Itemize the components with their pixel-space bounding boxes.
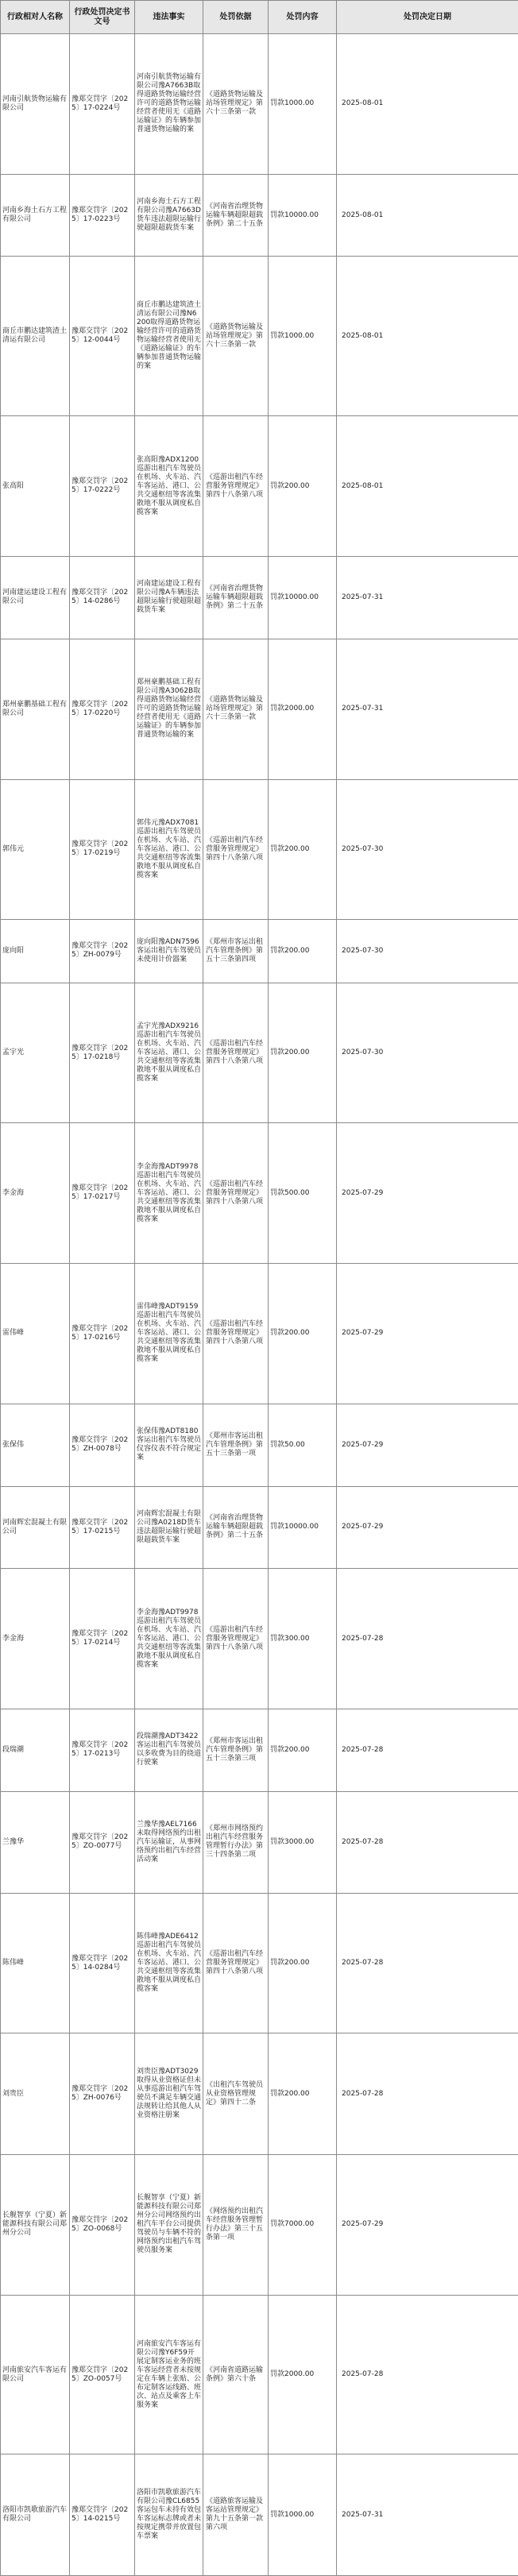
table-row <box>1 1404 518 1486</box>
cell-penalty: 罚款10000.00 <box>269 1486 337 1569</box>
cell-basis: 《河南省治理货物运输车辆超限超载条例》第二十五条 <box>203 174 269 257</box>
cell-date: 2025-07-29 <box>337 1486 518 1569</box>
cell-doc-no: 豫郑交罚字〔2025〕14-0284号 <box>70 1893 135 2033</box>
cell-fact: 段瑞潮豫ADT3422客运出租汽车驾驶员以多收费为目的绕道行驶案 <box>135 1709 203 1791</box>
table-row <box>1 2033 518 2154</box>
cell-name: 段瑞潮 <box>1 1709 70 1791</box>
cell-fact: 李金海豫ADT9978巡游出租汽车驾驶员在机场、火车站、汽车客运站、港口、公共交通枢纽等客流集散地不服从调度私自揽客案 <box>135 1123 203 1264</box>
cell-date: 2025-07-28 <box>337 2295 518 2454</box>
cell-penalty: 罚款500.00 <box>269 1123 337 1264</box>
cell-date: 2025-07-29 <box>337 2154 518 2295</box>
cell-basis: 《巡游出租汽车经营服务管理规定》第四十八条第八项 <box>203 1264 269 1404</box>
cell-penalty: 罚款3000.00 <box>269 1791 337 1893</box>
cell-date: 2025-07-30 <box>337 920 518 983</box>
cell-date: 2025-07-28 <box>337 1893 518 2033</box>
header-doc-no: 行政处罚决定书文号 <box>70 1 135 34</box>
cell-basis: 《巡游出租汽车经营服务管理规定》第四十八条第八项 <box>203 416 269 557</box>
cell-date: 2025-07-31 <box>337 557 518 639</box>
cell-doc-no: 豫郑交罚字〔2025〕17-0216号 <box>70 1264 135 1404</box>
cell-doc-no: 豫郑交罚字〔2025〕ZO-0057号 <box>70 2295 135 2454</box>
cell-basis: 《河南省道路运输条例》第六十条 <box>203 2295 269 2454</box>
cell-date: 2025-07-28 <box>337 1791 518 1893</box>
cell-date: 2025-08-01 <box>337 34 518 175</box>
cell-basis: 《道路货物运输及站场管理规定》第六十三条第一款 <box>203 257 269 416</box>
cell-penalty: 罚款1000.00 <box>269 34 337 175</box>
cell-name: 河南建运建设工程有限公司 <box>1 557 70 639</box>
cell-fact: 陈伟峰豫ADE6412巡游出租汽车驾驶员在机场、火车站、汽车客运站、港口、公共交通枢纽等客流集散地不服从调度私自揽客案 <box>135 1893 203 2033</box>
cell-basis: 《巡游出租汽车经营服务管理规定》第四十八条第八项 <box>203 1893 269 2033</box>
cell-basis: 《郑州市客运出租汽车管理条例》第五十三条第四项 <box>203 920 269 983</box>
cell-date: 2025-08-01 <box>337 257 518 416</box>
cell-name: 郭伟元 <box>1 779 70 920</box>
cell-doc-no: 豫郑交罚字〔2025〕17-0220号 <box>70 639 135 779</box>
cell-name: 庞向阳 <box>1 920 70 983</box>
cell-doc-no: 豫郑交罚字〔2025〕ZH-0078号 <box>70 1404 135 1486</box>
table-row <box>1 1569 518 1709</box>
cell-fact: 刘贵臣豫ADT3029取得从业资格证但未从事巡游出租汽车驾驶员不满足车辆交通法规转让给其他人从业资格注册案 <box>135 2033 203 2154</box>
cell-fact: 张保伟豫ADT8180客运出租汽车驾驶员仪容仪表不符合规定案 <box>135 1404 203 1486</box>
table-row <box>1 779 518 920</box>
cell-basis: 《道路货物运输及站场管理规定》第六十三条第一款 <box>203 34 269 175</box>
cell-name: 李金海 <box>1 1569 70 1709</box>
cell-penalty: 罚款50.00 <box>269 1404 337 1486</box>
cell-fact: 河南引航货物运输有限公司豫A7663B取得道路货物运输经营许可的道路货物运输经营者使用无《道路运输证》的车辆参加普通货物运输的案 <box>135 34 203 175</box>
cell-doc-no: 豫郑交罚字〔2025〕17-0213号 <box>70 1709 135 1791</box>
cell-penalty: 罚款200.00 <box>269 2033 337 2154</box>
table-row <box>1 174 518 257</box>
table-row <box>1 1264 518 1404</box>
cell-name: 孟宇光 <box>1 983 70 1123</box>
table-row <box>1 983 518 1123</box>
cell-name: 洛阳市凯歌旅游汽车有限公司 <box>1 2454 70 2576</box>
header-basis: 处罚依据 <box>203 1 269 34</box>
cell-doc-no: 豫郑交罚字〔2025〕14-0286号 <box>70 557 135 639</box>
cell-fact: 河南乡海土石方工程有限公司豫A7663D货车违法超限运输行驶超限超载货车案 <box>135 174 203 257</box>
cell-fact: 张高阳豫ADX1200巡游出租汽车驾驶员在机场、火车站、汽车客运站、港口、公共交通枢纽等客流集散地不服从调度私自揽客案 <box>135 416 203 557</box>
cell-name: 河南乡海土石方工程有限公司 <box>1 174 70 257</box>
cell-penalty: 罚款200.00 <box>269 920 337 983</box>
table-header-row <box>1 1 518 34</box>
cell-penalty: 罚款300.00 <box>269 1569 337 1709</box>
table-row <box>1 416 518 557</box>
cell-name: 刘贵臣 <box>1 2033 70 2154</box>
table-row <box>1 1486 518 1569</box>
cell-penalty: 罚款200.00 <box>269 416 337 557</box>
cell-basis: 《网络预约出租汽车经营服务管理暂行办法》第三十五条第一项 <box>203 2154 269 2295</box>
cell-fact: 李金海豫ADT9978巡游出租汽车驾驶员在机场、火车站、汽车客运站、港口、公共交通枢纽等客流集散地不服从调度私自揽客案 <box>135 1569 203 1709</box>
cell-basis: 《巡游出租汽车经营服务管理规定》第四十八条第八项 <box>203 1569 269 1709</box>
cell-penalty: 罚款200.00 <box>269 1893 337 2033</box>
cell-name: 张高阳 <box>1 416 70 557</box>
cell-basis: 《巡游出租汽车经营服务管理规定》第四十八条第八项 <box>203 983 269 1123</box>
cell-basis: 《河南省治理货物运输车辆超限超载条例》第二十五条 <box>203 557 269 639</box>
cell-basis: 《河南省治理货物运输车辆超限超载条例》第二十五条 <box>203 1486 269 1569</box>
cell-doc-no: 豫郑交罚字〔2025〕12-0044号 <box>70 257 135 416</box>
cell-fact: 孟宇光豫ADX9216巡游出租汽车驾驶员在机场、火车站、汽车客运站、港口、公共交通枢纽等客流集散地不服从调度私自揽客案 <box>135 983 203 1123</box>
cell-fact: 长舰智享（宁夏）新能源科技有限公司郑州分公司网络预约出租汽车平台公司提供驾驶员与车辆不符的网络预约出租汽车驾驶员服务案 <box>135 2154 203 2295</box>
cell-penalty: 罚款10000.00 <box>269 174 337 257</box>
cell-penalty: 罚款2000.00 <box>269 639 337 779</box>
cell-doc-no: 豫郑交罚字〔2025〕17-0223号 <box>70 174 135 257</box>
cell-doc-no: 豫郑交罚字〔2025〕ZO-0077号 <box>70 1791 135 1893</box>
table-row <box>1 2154 518 2295</box>
table-row <box>1 34 518 175</box>
cell-name: 长舰智享（宁夏）新能源科技有限公司郑州分公司 <box>1 2154 70 2295</box>
table-row <box>1 1893 518 2033</box>
cell-doc-no: 豫郑交罚字〔2025〕17-0214号 <box>70 1569 135 1709</box>
cell-basis: 《郑州市网络预约出租汽车经营服务管理暂行办法》第三十四条第二项 <box>203 1791 269 1893</box>
cell-fact: 雷伟峰豫ADT9159巡游出租汽车驾驶员在机场、火车站、汽车客运站、港口、公共交通枢纽等客流集散地不服从调度私自揽客案 <box>135 1264 203 1404</box>
cell-doc-no: 豫郑交罚字〔2025〕17-0218号 <box>70 983 135 1123</box>
cell-fact: 河南辉宏混凝土有限公司豫A0218D货车违法超限运输行驶超限超载货车案 <box>135 1486 203 1569</box>
cell-date: 2025-07-30 <box>337 779 518 920</box>
cell-doc-no: 豫郑交罚字〔2025〕ZH-0079号 <box>70 920 135 983</box>
cell-fact: 郭伟元豫ADX7081巡游出租汽车驾驶员在机场、火车站、汽车客运站、港口、公共交通枢纽等客流集散地不服从调度私自揽客案 <box>135 779 203 920</box>
cell-fact: 郑州豪鹏基础工程有限公司豫A3062B取得道路货物运输经营许可的道路货物运输经营者使用无《道路运输证》的车辆参加普通货物运输的案 <box>135 639 203 779</box>
cell-date: 2025-07-30 <box>337 983 518 1123</box>
cell-penalty: 罚款7000.00 <box>269 2154 337 2295</box>
cell-name: 陈伟峰 <box>1 1893 70 2033</box>
cell-fact: 河南旅安汽车客运有限公司豫Y6F59开展定制客运业务的班车客运经营者未按规定在车辆上张贴、公布定制客运线路、班次、站点及乘客上车服务案 <box>135 2295 203 2454</box>
cell-penalty: 罚款200.00 <box>269 983 337 1123</box>
cell-fact: 洛阳市凯歌旅游汽车有限公司豫CL6855客运包车未持有效包车客运标志牌或者未按规定携带并放置包车票案 <box>135 2454 203 2576</box>
cell-date: 2025-08-01 <box>337 416 518 557</box>
cell-basis: 《道路旅客运输及客运站管理规定》第九十五条第一款第六项 <box>203 2454 269 2576</box>
cell-doc-no: 豫郑交罚字〔2025〕ZO-0068号 <box>70 2154 135 2295</box>
cell-name: 河南辉宏混凝土有限公司 <box>1 1486 70 1569</box>
cell-basis: 《巡游出租汽车经营服务管理规定》第四十八条第八项 <box>203 779 269 920</box>
cell-doc-no: 豫郑交罚字〔2025〕17-0217号 <box>70 1123 135 1264</box>
cell-penalty: 罚款1000.00 <box>269 2454 337 2576</box>
cell-doc-no: 豫郑交罚字〔2025〕17-0224号 <box>70 34 135 175</box>
cell-penalty: 罚款10000.00 <box>269 557 337 639</box>
cell-fact: 庞向阳豫ADN7596客运出租汽车驾驶员未使用计价器案 <box>135 920 203 983</box>
cell-basis: 《道路货物运输及站场管理规定》第六十三条第一款 <box>203 639 269 779</box>
cell-date: 2025-07-28 <box>337 1709 518 1791</box>
cell-fact: 兰豫华豫AEL7166未取得网络预约出租汽车运输证，从事网络预约出租汽车经营活动案 <box>135 1791 203 1893</box>
cell-name: 商丘市鹏达建筑渣土清运有限公司 <box>1 257 70 416</box>
cell-doc-no: 豫郑交罚字〔2025〕17-0219号 <box>70 779 135 920</box>
cell-name: 张保伟 <box>1 1404 70 1486</box>
cell-name: 雷伟峰 <box>1 1264 70 1404</box>
header-date: 处罚决定日期 <box>337 1 518 34</box>
cell-penalty: 罚款2000.00 <box>269 2295 337 2454</box>
table-row <box>1 1709 518 1791</box>
cell-name: 河南引航货物运输有限公司 <box>1 34 70 175</box>
cell-basis: 《郑州市客运出租汽车管理条例》第五十三条第三项 <box>203 1709 269 1791</box>
cell-penalty: 罚款200.00 <box>269 1709 337 1791</box>
table-row <box>1 2295 518 2454</box>
table-row <box>1 557 518 639</box>
cell-date: 2025-07-29 <box>337 1404 518 1486</box>
table-row <box>1 920 518 983</box>
cell-fact: 商丘市鹏达建筑渣土清运有限公司豫N6200取得道路货物运输经营许可的道路货物运输经营者使用无《道路运输证》的车辆参加普通货物运输的案 <box>135 257 203 416</box>
cell-penalty: 罚款1000.00 <box>269 257 337 416</box>
cell-basis: 《巡游出租汽车经营服务管理规定》第四十八条第八项 <box>203 1123 269 1264</box>
cell-doc-no: 豫郑交罚字〔2025〕ZH-0076号 <box>70 2033 135 2154</box>
cell-name: 河南旅安汽车客运有限公司 <box>1 2295 70 2454</box>
cell-date: 2025-07-29 <box>337 1123 518 1264</box>
header-name: 行政相对人名称 <box>1 1 70 34</box>
cell-basis: 《郑州市客运出租汽车管理条例》第五十三条第一项 <box>203 1404 269 1486</box>
header-penalty: 处罚内容 <box>269 1 337 34</box>
cell-name: 郑州豪鹏基础工程有限公司 <box>1 639 70 779</box>
cell-date: 2025-07-28 <box>337 2033 518 2154</box>
cell-name: 兰豫华 <box>1 1791 70 1893</box>
cell-doc-no: 豫郑交罚字〔2025〕14-0215号 <box>70 2454 135 2576</box>
table-row <box>1 1791 518 1893</box>
cell-doc-no: 豫郑交罚字〔2025〕17-0222号 <box>70 416 135 557</box>
cell-date: 2025-07-29 <box>337 1264 518 1404</box>
cell-penalty: 罚款200.00 <box>269 1264 337 1404</box>
table-row <box>1 2454 518 2576</box>
table-row <box>1 257 518 416</box>
cell-date: 2025-07-31 <box>337 2454 518 2576</box>
cell-fact: 河南建运建设工程有限公司豫A车辆违法超限运输行驶超限超载货车案 <box>135 557 203 639</box>
table-row <box>1 639 518 779</box>
cell-date: 2025-08-01 <box>337 174 518 257</box>
cell-date: 2025-07-31 <box>337 639 518 779</box>
cell-penalty: 罚款200.00 <box>269 779 337 920</box>
header-fact: 违法事实 <box>135 1 203 34</box>
cell-doc-no: 豫郑交罚字〔2025〕17-0215号 <box>70 1486 135 1569</box>
cell-date: 2025-07-28 <box>337 1569 518 1709</box>
cell-basis: 《出租汽车驾驶员从业资格管理规定》第四十二条 <box>203 2033 269 2154</box>
cell-name: 李金海 <box>1 1123 70 1264</box>
table-row <box>1 1123 518 1264</box>
